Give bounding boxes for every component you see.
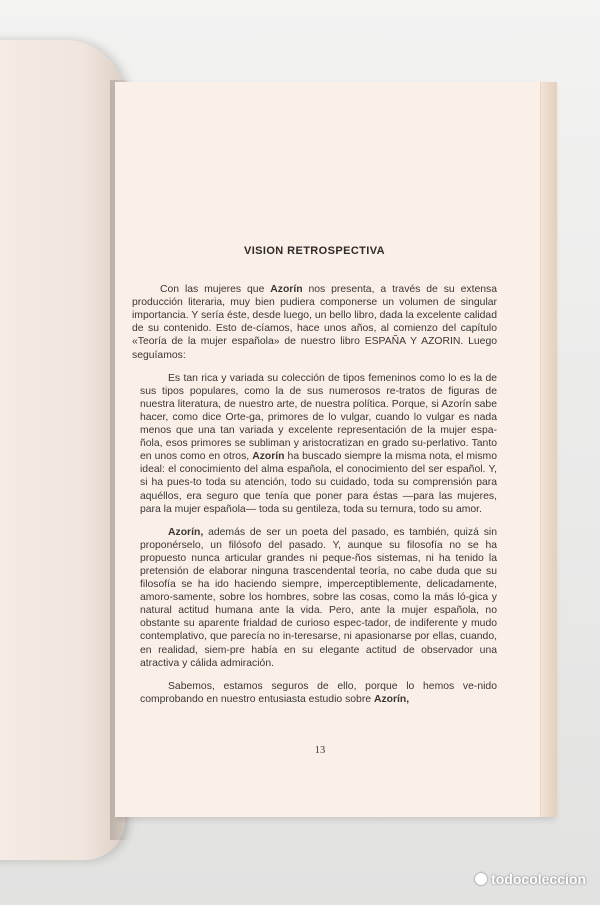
paragraph-text: Con las mujeres que <box>160 284 271 296</box>
paragraph-text: Sabemos, estamos seguros de ello, porque lo hemos ve-nido comprobando en nuestro entusiasta estudio sobre <box>140 680 497 705</box>
paragraph <box>140 372 497 516</box>
watermark <box>475 871 586 887</box>
chapter-title: VISION RETROSPECTIVA <box>243 245 386 257</box>
watermark-logo-icon <box>475 873 487 885</box>
body-text <box>132 283 497 706</box>
paragraph-bold-text: Azorín <box>270 284 303 296</box>
page-edge <box>540 82 557 817</box>
page-number: 13 <box>314 745 326 756</box>
paragraph <box>132 283 497 362</box>
left-page <box>0 40 125 860</box>
paragraph-bold-text: Azorín, <box>168 526 204 538</box>
paragraph-text: ha buscado siempre la misma nota, el mismo ideal: el conocimiento del alma española, el conocimiento del ser español. Y, si ha pues-to toda su atención, todo su cuidado, toda su comprensión para aquéllos, era seguro que tenía que poner para éstas —para las mujeres, para la mujer española— toda su gentileza, toda su ternura, todo su amor. <box>140 451 497 515</box>
paragraph <box>140 680 497 706</box>
paragraph-bold-text: Azorín, <box>373 693 410 705</box>
paragraph-text: nos presenta, a través de su extensa producción literaria, muy bien pudiera componerse un volumen de singular importancia. Y sería éste, desde luego, un bello libro, dada la excelente calidad de su contenido. Esto de-cíamos, hace unos años, al comienzo del capítulo «Teoría de la mujer española» de nuestro libro ESPAÑA Y AZORIN. Luego seguíamos: <box>132 284 497 361</box>
watermark-text: todocoleccion <box>491 871 586 887</box>
paragraph-bold-text: Azorín <box>252 451 285 463</box>
paragraph-text: Es tan rica y variada su colección de tipos femeninos como lo es la de sus tipos populares, como la de sus numerosos re-tratos de figuras de nuestra literatura, de nuestro arte, de nuestra política. Porque, si Azorín sabe hacer, como dice Orte-ga, primores de lo vulgar, cuando lo vulgar es nada menos que una tan variada y excelente representación de la mujer espa-ñola, esos primores se subliman y aristocratizan en grado su-perlativo. Tanto en unos como en otros, <box>140 372 497 463</box>
page-content <box>132 245 497 716</box>
paragraph-text: además de ser un poeta del pasado, es también, quizá sin proponérselo, un filósofo del pasado. Y, aunque su filosofía no se ha propuesto nunca articular grandes ni peque-ños sistemas, ni ha tenido la pretensión de elaborar ninguna trascendental teoría, no cabe duda que su filosofía se ha ido haciendo siempre, imperceptiblemente, delicadamente, amoro-samente, sobre los hombres, sobre las cosas, como la más ló-gica y natural actitud humana ante la vida. Pero, ante la mujer española, no obstante su aparente frialdad de curioso espec-tador, de indiferente y mudo contemplativo, que parecía no in-teresarse, ni apasionarse por ellas, cuando, en realidad, siem-pre había en su elegante actitud de observador una atractiva y cálida admiración. <box>140 526 497 669</box>
paragraph <box>140 526 497 670</box>
